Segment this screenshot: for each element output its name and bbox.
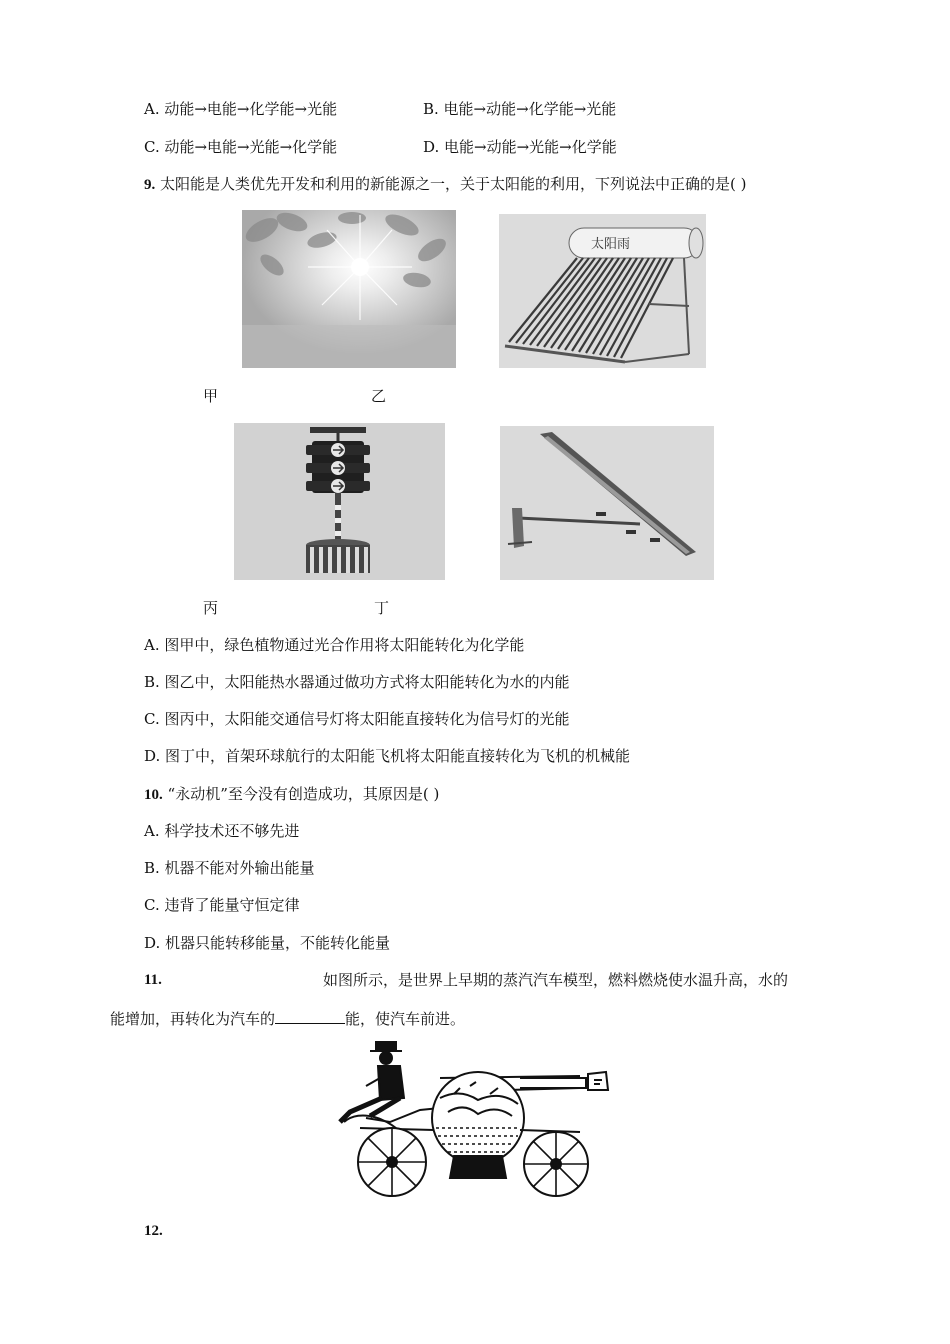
q10-option-c: C. 违背了能量守恒定律	[144, 896, 300, 914]
q9-option-c: C. 图丙中，太阳能交通信号灯将太阳能直接转化为信号灯的光能	[144, 710, 570, 728]
q10-number: 10.	[144, 787, 163, 803]
caption-jia: 甲	[203, 387, 219, 405]
q9-stem-text: 太阳能是人类优先开发和利用的新能源之一，关于太阳能的利用，下列说法中正确的是( )	[160, 175, 747, 193]
q9-option-b: B. 图乙中，太阳能热水器通过做功方式将太阳能转化为水的内能	[144, 673, 570, 691]
q11-line2	[110, 1009, 465, 1029]
q11-line2-a: 能增加，再转化为汽车的	[110, 1010, 276, 1028]
figure-yi-solar-water-heater	[499, 214, 706, 368]
q8-option-a: A. 动能→电能→化学能→光能	[144, 100, 338, 118]
q11-line2-b: 能，使汽车前进。	[345, 1010, 466, 1028]
q9-option-d: D. 图丁中，首架环球航行的太阳能飞机将太阳能直接转化为飞机的机械能	[144, 747, 631, 765]
q8-option-b: B. 电能→动能→化学能→光能	[423, 100, 617, 118]
q12-number: 12.	[144, 1223, 163, 1239]
q11-answer-blank[interactable]	[275, 1009, 345, 1024]
q8-option-d: D. 电能→动能→光能→化学能	[423, 138, 617, 156]
q11-number: 11.	[144, 972, 162, 988]
q11-line1: 如图所示，是世界上早期的蒸汽汽车模型，燃料燃烧使水温升高，水的	[323, 971, 789, 989]
caption-yi: 乙	[371, 387, 387, 405]
q10-option-d: D. 机器只能转移能量，不能转化能量	[144, 934, 391, 952]
q8-option-c: C. 动能→电能→光能→化学能	[144, 138, 338, 156]
figure-ding-solar-airplane	[500, 426, 714, 580]
q9-number: 9.	[144, 177, 156, 193]
q10-option-a: A. 科学技术还不够先进	[144, 822, 300, 840]
heater-brand-label: 太阳雨	[591, 237, 631, 252]
caption-bing: 丙	[203, 599, 219, 617]
figure-steam-car	[330, 1038, 615, 1206]
figure-jia-sunlight-leaves	[242, 210, 456, 368]
q9-option-a: A. 图甲中，绿色植物通过光合作用将太阳能转化为化学能	[144, 636, 525, 654]
figure-bing-solar-traffic-light	[234, 423, 445, 580]
caption-ding: 丁	[374, 599, 390, 617]
q9-stem	[144, 174, 747, 195]
q10-stem-text: “永动机”至今没有创造成功，其原因是( )	[167, 785, 440, 803]
q10-option-b: B. 机器不能对外输出能量	[144, 859, 315, 877]
q10-stem	[144, 784, 439, 805]
